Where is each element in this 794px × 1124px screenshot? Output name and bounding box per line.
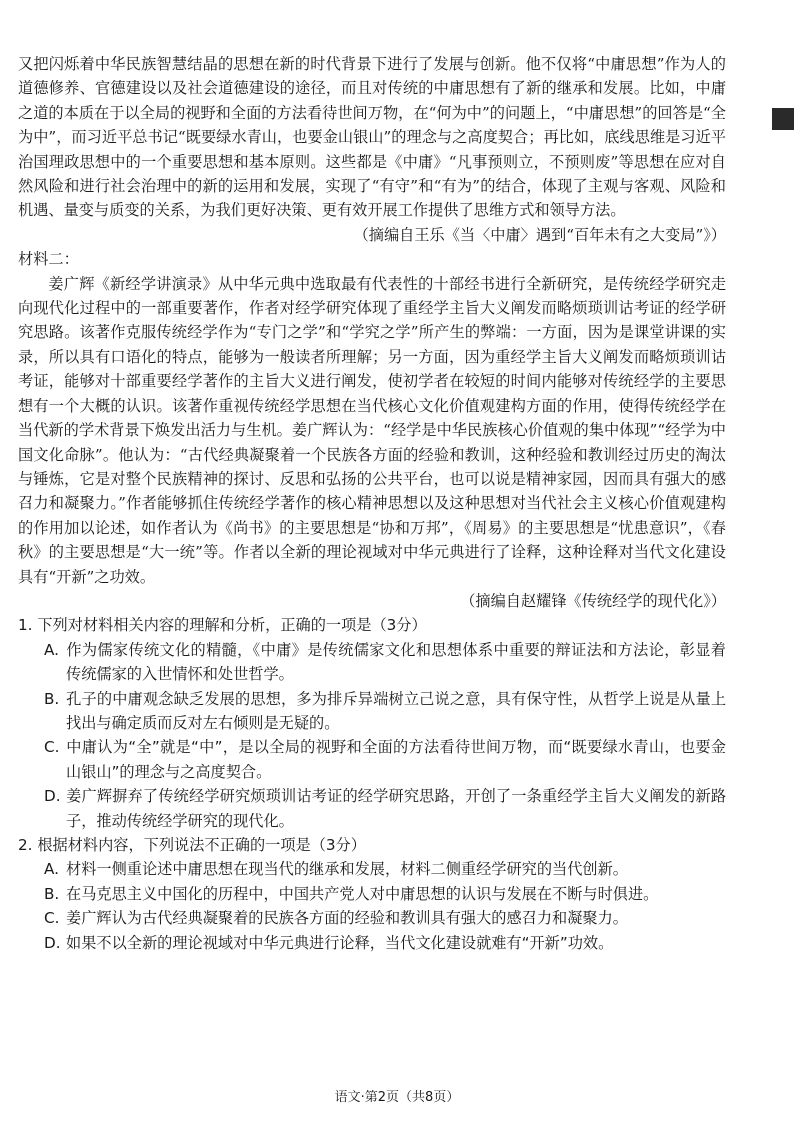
option-letter: A. [44,640,59,659]
document-page [18,52,726,955]
option-letter: C. [44,909,60,928]
option-letter: D. [44,787,61,806]
material2-source: （摘编自赵耀锋《传统经学的现代化》） [460,591,726,610]
option-text: 作为儒家传统文化的精髓，《中庸》是传统儒家文化和思想体系中重要的辩证法和方法论，彰显着传统儒家的入世情怀和处世哲学。 [66,640,726,684]
question-2-option-d [44,931,726,955]
option-letter: B. [44,689,60,708]
question-1-stem: 1. 下列对材料相关内容的理解和分析，正确的一项是（3分） [18,616,427,635]
question-2-option-c [44,906,726,930]
option-text: 中庸认为“全”就是“中”，是以全局的视野和全面的方法看待世间万物，而“既要绿水青山，也要金山银山”的理念与之高度契合。 [66,738,726,781]
option-letter: C. [44,738,60,757]
option-text: 如果不以全新的理论视域对中华元典进行论释，当代文化建设就难有“开新”功效。 [66,933,614,952]
question-2-stem: 2. 根据材料内容，下列说法不正确的一项是（3分） [18,836,366,854]
option-text: 在马克思主义中国化的历程中，中国共产党人对中庸思想的认识与发展在不断与时俱进。 [66,884,659,903]
page-footer: 语文·第2页（共8页） [334,1090,460,1105]
question-2 [18,833,726,955]
option-text: 姜广辉认为古代经典凝聚着的民族各方面的经验和教训具有强大的感召力和凝聚力。 [66,909,628,928]
option-text: 孔子的中庸观念缺乏发展的思想，多为排斥异端树立己说之意，具有保守性，从哲学上说是从量上找出与确定质而反对左右倾则是无疑的。 [66,689,726,732]
material1-text: 又把闪烁着中华民族智慧结晶的思想在新的时代背景下进行了发展与创新。他不仅将“中庸思想”作为人的道德修养、官德建设以及社会道德建设的途径，而且对传统的中庸思想有了新的继承和发展。比如，中庸之道的本质在于以全局的视野和全面的方法看待世间万物，在“何为中”的问题上，“中庸思想”的回答是“全为中”，而习近平总书记“既要绿水青山，也要金山银山”的理念与之高度契合；再比如，底线思维是习近平治国理政思想中的一个重要思想和基本原则。这些都是《中庸》“凡事预则立，不预则废”等思想在应对自然风险和进行社会治理中的新的运用和发展，实现了“有守”和“有为”的结合，体现了主观与客观、风险和机遇、量变与质变的关系，为我们更好决策、更有效开展工作提供了思维方式和领导方法。 [18,55,726,220]
question-1-option-d [44,784,726,833]
question-1-option-b [44,687,726,736]
material2-text: 姜广辉《新经学讲演录》从中华元典中选取最有代表性的十部经书进行全新研究，是传统经学研究走向现代化过程中的一部重要著作，作者对经学研究体现了重经学主旨大义阐发而略烦琐训诂考证的经学研究思路。该著作克服传统经学作为“专门之学”和“学究之学”所产生的弊端：一方面，因为是课堂讲课的实录，所以具有口语化的特点，能够为一般读者所理解；另一方面，因为重经学主旨大义阐发而略烦琐训诂考证，能够对十部重要经学著作的主旨大义进行阐发，使初学者在较短的时间内能够对传统经学的主要思想有一个大概的认识。该著作重视传统经学思想在当代核心文化价值观建构方面的作用，使得传统经学在当代新的学术背景下焕发出活力与生机。姜广辉认为：“经学是中华民族核心价值观的集中体现”“经学为中国文化命脉”。他认为：“古代经典凝聚着一个民族各方面的经验和教训，这种经验和教训经过历史的淘汰与锤炼，它是对整个民族精神的探讨、反思和弘扬的公共平台，也可以说是精神家园，因而具有强大的感召力和凝聚力。”作者能够抓住传统经学著作的核心精神思想以及这种思想对当代社会主义核心价值观建构的作用加以论述，如作者认为《尚书》的主要思想是“协和万邦”，《周易》的主要思想是“忧患意识”，《春秋》的主要思想是“大一统”等。作者以全新的理论视域对中华元典进行了诠释，这种诠释对当代文化建设具有“开新”之功效。 [18,274,726,586]
question-1-option-a [44,638,726,687]
material1-source: （摘编自王乐《当〈中庸〉遇到“百年未有之大变局”》） [353,225,726,244]
question-2-option-a [44,857,726,881]
option-letter: B. [44,884,60,903]
option-letter: A. [44,860,59,879]
material2-heading: 材料二： [18,250,79,269]
question-1 [18,613,726,833]
question-1-option-c [44,735,726,784]
page-edge-mark [772,108,794,130]
option-text: 材料一侧重论述中庸思想在现当代的继承和发展，材料二侧重经学研究的当代创新。 [66,860,628,879]
option-letter: D. [44,933,61,952]
option-text: 姜广辉摒弃了传统经学研究烦琐训诂考证的经学研究思路，开创了一条重经学主旨大义阐发的新路子，推动传统经学研究的现代化。 [66,787,726,830]
question-2-option-b [44,882,726,906]
